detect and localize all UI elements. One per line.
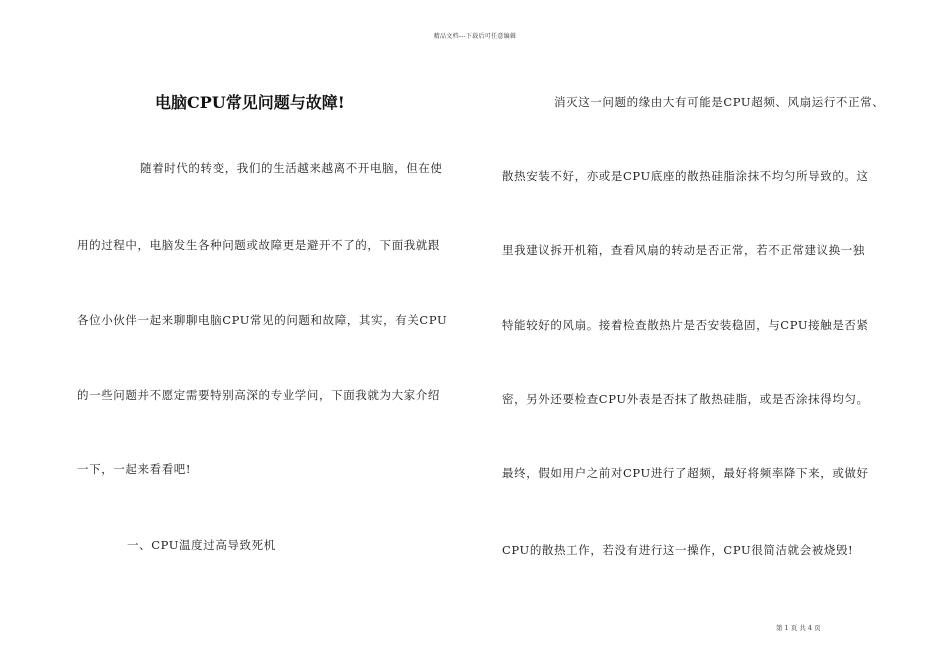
left-paragraph-line-1: 随着时代的转变，我们的生活越来越离不开电脑，但在使 xyxy=(140,161,443,175)
document-title: 电脑CPU常见问题与故障! xyxy=(155,93,345,112)
right-paragraph-line-2: 散热安装不好，亦或是CPU底座的散热硅脂涂抹不均匀所导致的。这 xyxy=(502,169,869,183)
left-paragraph-line-3: 各位小伙伴一起来聊聊电脑CPU常见的问题和故障，其实，有关CPU xyxy=(77,313,448,327)
right-paragraph-line-4: 特能较好的风扇。接着检查散热片是否安装稳固，与CPU接触是否紧 xyxy=(502,318,869,332)
right-paragraph-line-3: 里我建议拆开机箱，查看风扇的转动是否正常，若不正常建议换一独 xyxy=(502,243,865,257)
right-paragraph-line-6: 最终，假如用户之前对CPU进行了超频，最好将频率降下来，或做好 xyxy=(502,466,869,480)
right-paragraph-line-7: CPU的散热工作，若没有进行这一操作，CPU很简洁就会被烧毁! xyxy=(502,543,854,557)
left-paragraph-line-4: 的一些问题并不愿定需要特别高深的专业学问，下面我就为大家介绍 xyxy=(77,388,440,402)
right-paragraph-line-1: 消灭这一问题的缘由大有可能是CPU超频、风扇运行不正常、 xyxy=(554,95,885,109)
section-heading-cpu-overheat: 一、CPU温度过高导致死机 xyxy=(127,538,276,552)
header-note: 精品文档---下载后可任意编辑 xyxy=(433,33,517,40)
right-paragraph-line-5: 密，另外还要检查CPU外表是否抹了散热硅脂，或是否涂抹得均匀。 xyxy=(502,392,869,406)
left-paragraph-line-2: 用的过程中，电脑发生各种问题或故障更是避开不了的，下面我就跟 xyxy=(77,238,440,252)
page-number: 第 1 页 共 4 页 xyxy=(776,624,821,632)
left-paragraph-line-5: 一下，一起来看看吧! xyxy=(77,462,192,476)
